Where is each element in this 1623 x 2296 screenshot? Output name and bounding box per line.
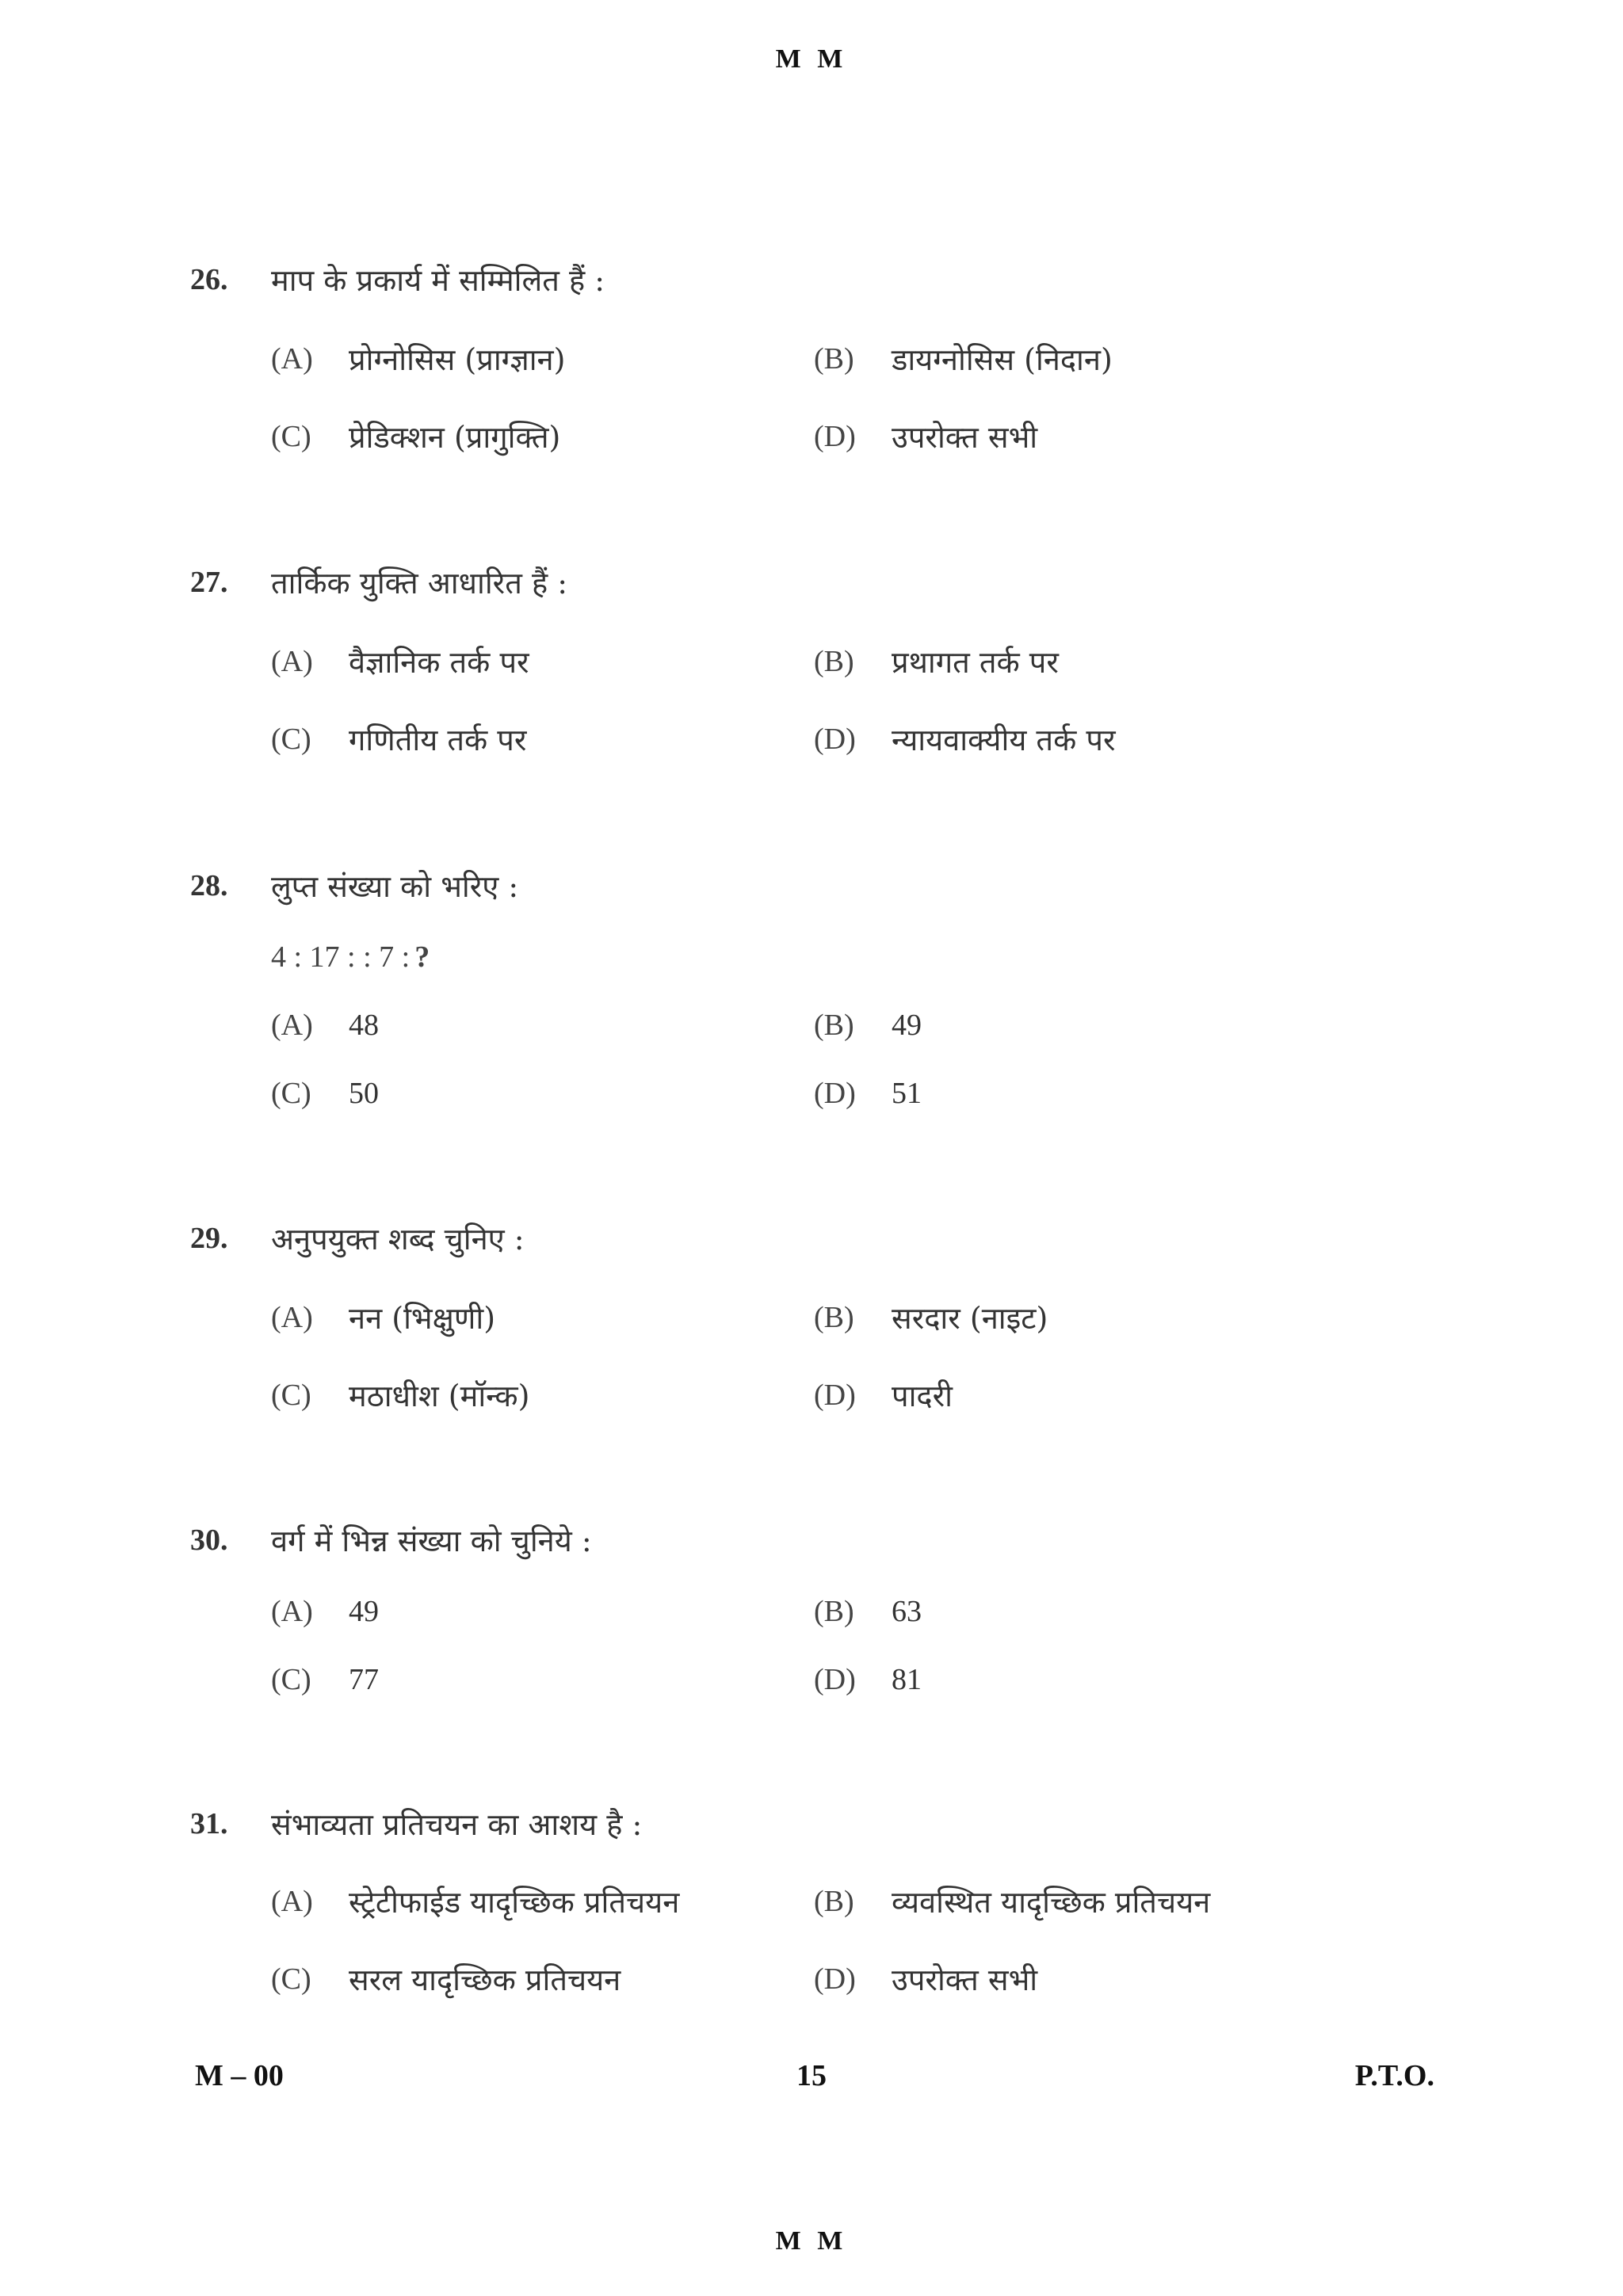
option-c bbox=[271, 1957, 621, 2001]
option-a bbox=[271, 1295, 495, 1340]
option-label: (B) bbox=[814, 1595, 854, 1628]
option-text: 81 bbox=[892, 1663, 922, 1696]
question-stem bbox=[190, 1800, 642, 1848]
option-label: (C) bbox=[271, 1663, 311, 1696]
question-number: 28. bbox=[190, 869, 228, 902]
option-b bbox=[814, 1589, 922, 1634]
option-label: (D) bbox=[814, 1663, 856, 1696]
option-b bbox=[814, 639, 1059, 684]
option-label: (C) bbox=[271, 1379, 311, 1412]
option-text: 49 bbox=[349, 1595, 379, 1628]
option-text: 63 bbox=[892, 1595, 922, 1628]
option-text: प्रोग्नोसिस (प्राग्ज्ञान) bbox=[349, 342, 566, 377]
option-label: (D) bbox=[814, 1962, 856, 1996]
option-label: (B) bbox=[814, 1301, 854, 1334]
option-text: नन (भिक्षुणी) bbox=[349, 1301, 496, 1336]
please-turn-over: P.T.O. bbox=[1354, 2059, 1434, 2092]
number-sequence bbox=[271, 935, 430, 979]
option-c bbox=[271, 414, 560, 459]
option-label: (A) bbox=[271, 645, 313, 678]
option-text: 49 bbox=[892, 1009, 922, 1042]
question-number: 30. bbox=[190, 1524, 228, 1557]
option-c bbox=[271, 1373, 529, 1417]
option-a bbox=[271, 1003, 379, 1047]
option-label: (A) bbox=[271, 1595, 313, 1628]
option-a bbox=[271, 639, 529, 684]
question-stem bbox=[190, 1516, 592, 1564]
option-label: (B) bbox=[814, 1009, 854, 1042]
sequence-question-mark: ? bbox=[414, 940, 430, 974]
option-text: सरदार (नाइट) bbox=[892, 1301, 1048, 1336]
option-label: (D) bbox=[814, 1379, 856, 1412]
question-stem bbox=[190, 256, 605, 303]
option-text: प्रेडिक्शन (प्रागुक्ति) bbox=[349, 420, 561, 455]
question-number: 27. bbox=[190, 566, 228, 599]
option-label: (C) bbox=[271, 1077, 311, 1110]
option-d bbox=[814, 1373, 953, 1417]
header-mark: M M bbox=[775, 44, 848, 74]
option-label: (D) bbox=[814, 420, 856, 453]
option-label: (C) bbox=[271, 1962, 311, 1996]
option-d bbox=[814, 717, 1115, 761]
question-number: 31. bbox=[190, 1807, 228, 1840]
option-text: गणितीय तर्क पर bbox=[349, 723, 527, 757]
option-label: (A) bbox=[271, 1885, 313, 1918]
question-number: 29. bbox=[190, 1222, 228, 1255]
option-text: उपरोक्त सभी bbox=[892, 420, 1038, 455]
paper-code: M – 00 bbox=[195, 2059, 284, 2092]
question-text: तार्किक युक्ति आधारित हैं : bbox=[271, 566, 568, 601]
option-a bbox=[271, 1879, 679, 1924]
option-label: (C) bbox=[271, 420, 311, 453]
option-label: (B) bbox=[814, 1885, 854, 1918]
option-label: (D) bbox=[814, 723, 856, 756]
option-c bbox=[271, 1071, 379, 1116]
option-text: 48 bbox=[349, 1009, 379, 1042]
option-b bbox=[814, 1295, 1048, 1340]
question-text: अनुपयुक्त शब्द चुनिए : bbox=[271, 1222, 525, 1257]
sequence-text: 4 : 17 : : 7 : bbox=[271, 940, 411, 974]
option-label: (A) bbox=[271, 342, 313, 376]
option-label: (D) bbox=[814, 1077, 856, 1110]
option-text: डायग्नोसिस (निदान) bbox=[892, 342, 1113, 377]
question-number: 26. bbox=[190, 263, 228, 296]
option-c bbox=[271, 1657, 379, 1702]
option-text: व्यवस्थित यादृच्छिक प्रतिचयन bbox=[892, 1885, 1211, 1920]
footer-mark: M M bbox=[775, 2226, 848, 2256]
page-number: 15 bbox=[796, 2059, 827, 2092]
option-b bbox=[814, 1879, 1210, 1924]
question-text: माप के प्रकार्य में सम्मिलित हैं : bbox=[271, 263, 605, 298]
option-text: सरल यादृच्छिक प्रतिचयन bbox=[349, 1962, 621, 1997]
option-text: 51 bbox=[892, 1077, 922, 1110]
option-label: (A) bbox=[271, 1301, 313, 1334]
option-d bbox=[814, 414, 1037, 459]
option-b bbox=[814, 337, 1113, 381]
option-a bbox=[271, 337, 565, 381]
option-text: वैज्ञानिक तर्क पर bbox=[349, 645, 529, 680]
question-stem bbox=[190, 862, 518, 910]
question-text: लुप्त संख्या को भरिए : bbox=[271, 869, 519, 904]
option-text: 77 bbox=[349, 1663, 379, 1696]
option-text: पादरी bbox=[892, 1379, 953, 1413]
option-b bbox=[814, 1003, 922, 1047]
option-c bbox=[271, 717, 526, 761]
option-text: न्यायवाक्यीय तर्क पर bbox=[892, 723, 1116, 757]
option-text: उपरोक्त सभी bbox=[892, 1962, 1038, 1997]
option-label: (B) bbox=[814, 645, 854, 678]
option-label: (C) bbox=[271, 723, 311, 756]
option-text: स्ट्रेटीफाईड यादृच्छिक प्रतिचयन bbox=[349, 1885, 680, 1920]
option-d bbox=[814, 1071, 922, 1116]
question-text: वर्ग में भिन्न संख्या को चुनिये : bbox=[271, 1524, 592, 1558]
question-stem bbox=[190, 1215, 525, 1262]
option-a bbox=[271, 1589, 379, 1634]
option-text: प्रथागत तर्क पर bbox=[892, 645, 1059, 680]
option-text: 50 bbox=[349, 1077, 379, 1110]
option-label: (A) bbox=[271, 1009, 313, 1042]
option-label: (B) bbox=[814, 342, 854, 376]
option-text: मठाधीश (मॉन्क) bbox=[349, 1379, 530, 1413]
option-d bbox=[814, 1957, 1037, 2001]
question-stem bbox=[190, 559, 567, 606]
option-d bbox=[814, 1657, 922, 1702]
question-text: संभाव्यता प्रतिचयन का आशय है : bbox=[271, 1807, 643, 1842]
